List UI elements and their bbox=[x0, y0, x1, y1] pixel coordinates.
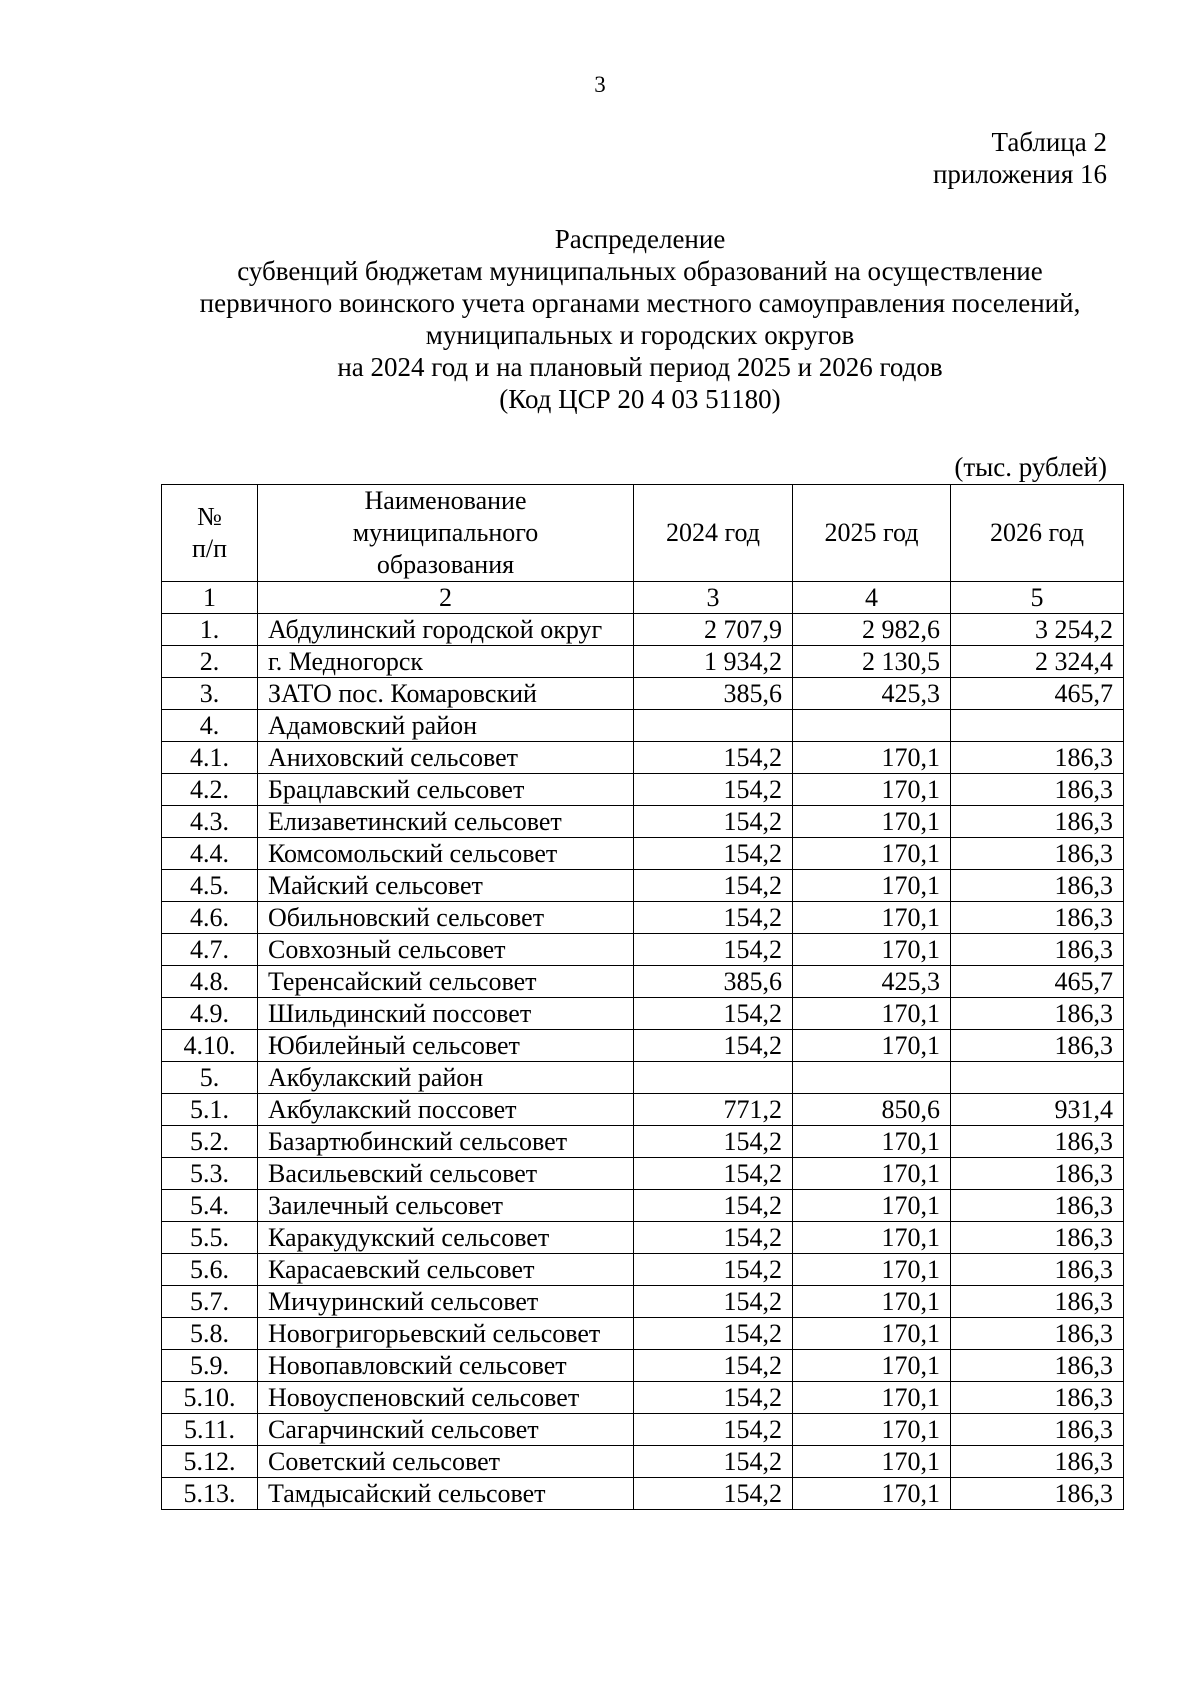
value-2024: 2 707,9 bbox=[634, 614, 793, 646]
value-2026: 186,3 bbox=[951, 806, 1124, 838]
value-2026 bbox=[951, 710, 1124, 742]
table-row bbox=[162, 742, 1124, 774]
table-row bbox=[162, 966, 1124, 998]
table-row bbox=[162, 1382, 1124, 1414]
municipality-name: Васильевский сельсовет bbox=[258, 1158, 634, 1190]
value-2024: 154,2 bbox=[634, 1286, 793, 1318]
heading-line-4: муниципальных и городских округов bbox=[425, 320, 855, 350]
value-2025: 170,1 bbox=[793, 1478, 951, 1510]
row-number: 5.2. bbox=[162, 1126, 258, 1158]
table-row bbox=[162, 838, 1124, 870]
header-name bbox=[258, 485, 634, 582]
value-2024: 385,6 bbox=[634, 966, 793, 998]
value-2026: 2 324,4 bbox=[951, 646, 1124, 678]
value-2024: 154,2 bbox=[634, 1478, 793, 1510]
municipality-name: Новоуспеновский сельсовет bbox=[258, 1382, 634, 1414]
table-reference-line-2: приложения 16 bbox=[932, 159, 1107, 189]
table-row bbox=[162, 1126, 1124, 1158]
row-number: 4.10. bbox=[162, 1030, 258, 1062]
value-2026: 931,4 bbox=[951, 1094, 1124, 1126]
table-row bbox=[162, 678, 1124, 710]
value-2024: 385,6 bbox=[634, 678, 793, 710]
row-number: 5. bbox=[162, 1062, 258, 1094]
row-number: 5.4. bbox=[162, 1190, 258, 1222]
municipality-name: Елизаветинский сельсовет bbox=[258, 806, 634, 838]
value-2025 bbox=[793, 710, 951, 742]
table-row bbox=[162, 870, 1124, 902]
value-2026: 186,3 bbox=[951, 1286, 1124, 1318]
header-number bbox=[162, 485, 258, 582]
column-index: 3 bbox=[634, 582, 793, 614]
value-2025: 170,1 bbox=[793, 934, 951, 966]
value-2025: 425,3 bbox=[793, 966, 951, 998]
value-2024: 154,2 bbox=[634, 1030, 793, 1062]
table-row bbox=[162, 1094, 1124, 1126]
row-number: 4.1. bbox=[162, 742, 258, 774]
row-number: 5.9. bbox=[162, 1350, 258, 1382]
municipality-name: Мичуринский сельсовет bbox=[258, 1286, 634, 1318]
value-2024: 154,2 bbox=[634, 742, 793, 774]
value-2026: 186,3 bbox=[951, 1254, 1124, 1286]
document-heading bbox=[150, 223, 1130, 415]
value-2026: 186,3 bbox=[951, 1382, 1124, 1414]
heading-line-6: (Код ЦСР 20 4 03 51180) bbox=[499, 384, 781, 414]
value-2024: 154,2 bbox=[634, 998, 793, 1030]
value-2026: 186,3 bbox=[951, 1414, 1124, 1446]
row-number: 4.9. bbox=[162, 998, 258, 1030]
header-2025: 2025 год bbox=[793, 485, 951, 582]
header-2024: 2024 год bbox=[634, 485, 793, 582]
value-2026: 465,7 bbox=[951, 678, 1124, 710]
value-2025: 170,1 bbox=[793, 1030, 951, 1062]
row-number: 5.12. bbox=[162, 1446, 258, 1478]
row-number: 5.13. bbox=[162, 1478, 258, 1510]
value-2025: 170,1 bbox=[793, 1254, 951, 1286]
row-number: 2. bbox=[162, 646, 258, 678]
row-number: 5.11. bbox=[162, 1414, 258, 1446]
municipality-name: Теренсайский сельсовет bbox=[258, 966, 634, 998]
value-2026: 186,3 bbox=[951, 1350, 1124, 1382]
row-number: 4.4. bbox=[162, 838, 258, 870]
row-number: 4.3. bbox=[162, 806, 258, 838]
municipality-name: Тамдысайский сельсовет bbox=[258, 1478, 634, 1510]
value-2026: 186,3 bbox=[951, 1126, 1124, 1158]
value-2026: 186,3 bbox=[951, 870, 1124, 902]
value-2026 bbox=[951, 1062, 1124, 1094]
table-row bbox=[162, 1478, 1124, 1510]
table-row bbox=[162, 1158, 1124, 1190]
table-row bbox=[162, 1414, 1124, 1446]
value-2026: 186,3 bbox=[951, 774, 1124, 806]
value-2024: 154,2 bbox=[634, 1126, 793, 1158]
value-2025: 170,1 bbox=[793, 742, 951, 774]
table-row bbox=[162, 1286, 1124, 1318]
table-row bbox=[162, 1062, 1124, 1094]
value-2026: 186,3 bbox=[951, 934, 1124, 966]
row-number: 4.8. bbox=[162, 966, 258, 998]
municipality-name: г. Медногорск bbox=[258, 646, 634, 678]
column-index-row bbox=[162, 582, 1124, 614]
value-2026: 186,3 bbox=[951, 902, 1124, 934]
value-2025 bbox=[793, 1062, 951, 1094]
heading-line-1: Распределение bbox=[554, 224, 726, 254]
value-2026: 186,3 bbox=[951, 1318, 1124, 1350]
value-2026: 186,3 bbox=[951, 1446, 1124, 1478]
table-row bbox=[162, 1446, 1124, 1478]
table-row bbox=[162, 710, 1124, 742]
municipality-name: Акбулакский поссовет bbox=[258, 1094, 634, 1126]
value-2026: 186,3 bbox=[951, 1190, 1124, 1222]
value-2025: 170,1 bbox=[793, 1222, 951, 1254]
municipality-name: Шильдинский поссовет bbox=[258, 998, 634, 1030]
value-2025: 170,1 bbox=[793, 1414, 951, 1446]
value-2025: 170,1 bbox=[793, 838, 951, 870]
header-number-line-2: п/п bbox=[191, 534, 228, 563]
value-2024: 771,2 bbox=[634, 1094, 793, 1126]
value-2025: 170,1 bbox=[793, 1158, 951, 1190]
header-name-line-2: муниципального bbox=[352, 518, 539, 547]
table-row bbox=[162, 774, 1124, 806]
value-2025: 170,1 bbox=[793, 1446, 951, 1478]
row-number: 4. bbox=[162, 710, 258, 742]
value-2025: 170,1 bbox=[793, 998, 951, 1030]
heading-line-5: на 2024 год и на плановый период 2025 и 2026 годов bbox=[337, 352, 943, 382]
municipality-name: Акбулакский район bbox=[258, 1062, 634, 1094]
value-2026: 186,3 bbox=[951, 1478, 1124, 1510]
value-2025: 850,6 bbox=[793, 1094, 951, 1126]
municipality-name: Сагарчинский сельсовет bbox=[258, 1414, 634, 1446]
table-body bbox=[162, 582, 1124, 1510]
value-2024: 154,2 bbox=[634, 1222, 793, 1254]
table-row bbox=[162, 1030, 1124, 1062]
column-index: 5 bbox=[951, 582, 1124, 614]
value-2025: 170,1 bbox=[793, 1126, 951, 1158]
row-number: 4.2. bbox=[162, 774, 258, 806]
value-2025: 170,1 bbox=[793, 870, 951, 902]
row-number: 5.6. bbox=[162, 1254, 258, 1286]
municipality-name: Советский сельсовет bbox=[258, 1446, 634, 1478]
municipality-name: Совхозный сельсовет bbox=[258, 934, 634, 966]
row-number: 5.3. bbox=[162, 1158, 258, 1190]
value-2024: 154,2 bbox=[634, 838, 793, 870]
row-number: 5.1. bbox=[162, 1094, 258, 1126]
value-2025: 170,1 bbox=[793, 1318, 951, 1350]
value-2024: 154,2 bbox=[634, 934, 793, 966]
value-2024: 1 934,2 bbox=[634, 646, 793, 678]
municipality-name: Заилечный сельсовет bbox=[258, 1190, 634, 1222]
value-2024 bbox=[634, 710, 793, 742]
table-row bbox=[162, 614, 1124, 646]
column-index: 2 bbox=[258, 582, 634, 614]
municipality-name: Юбилейный сельсовет bbox=[258, 1030, 634, 1062]
row-number: 5.8. bbox=[162, 1318, 258, 1350]
distribution-table bbox=[161, 484, 1124, 1510]
value-2024: 154,2 bbox=[634, 1158, 793, 1190]
column-index: 4 bbox=[793, 582, 951, 614]
value-2026: 186,3 bbox=[951, 1030, 1124, 1062]
row-number: 4.7. bbox=[162, 934, 258, 966]
value-2025: 170,1 bbox=[793, 1350, 951, 1382]
table-reference-line-1: Таблица 2 bbox=[991, 127, 1107, 157]
value-2025: 425,3 bbox=[793, 678, 951, 710]
row-number: 3. bbox=[162, 678, 258, 710]
column-index: 1 bbox=[162, 582, 258, 614]
value-2026: 465,7 bbox=[951, 966, 1124, 998]
value-2026: 186,3 bbox=[951, 742, 1124, 774]
row-number: 4.6. bbox=[162, 902, 258, 934]
header-2026: 2026 год bbox=[951, 485, 1124, 582]
row-number: 5.10. bbox=[162, 1382, 258, 1414]
value-2024: 154,2 bbox=[634, 1318, 793, 1350]
municipality-name: Комсомольский сельсовет bbox=[258, 838, 634, 870]
unit-label: (тыс. рублей) bbox=[954, 452, 1107, 482]
table-row bbox=[162, 934, 1124, 966]
value-2025: 2 130,5 bbox=[793, 646, 951, 678]
value-2024: 154,2 bbox=[634, 1382, 793, 1414]
municipality-name: Адамовский район bbox=[258, 710, 634, 742]
value-2025: 170,1 bbox=[793, 1286, 951, 1318]
value-2026: 186,3 bbox=[951, 1158, 1124, 1190]
municipality-name: Новопавловский сельсовет bbox=[258, 1350, 634, 1382]
row-number: 5.7. bbox=[162, 1286, 258, 1318]
value-2024 bbox=[634, 1062, 793, 1094]
row-number: 4.5. bbox=[162, 870, 258, 902]
table-row bbox=[162, 1318, 1124, 1350]
value-2025: 170,1 bbox=[793, 902, 951, 934]
municipality-name: Обильновский сельсовет bbox=[258, 902, 634, 934]
heading-line-2: субвенций бюджетам муниципальных образований на осуществление bbox=[237, 256, 1043, 286]
value-2024: 154,2 bbox=[634, 870, 793, 902]
value-2025: 170,1 bbox=[793, 806, 951, 838]
municipality-name: Аниховский сельсовет bbox=[258, 742, 634, 774]
row-number: 1. bbox=[162, 614, 258, 646]
table-row bbox=[162, 1190, 1124, 1222]
table-row bbox=[162, 1350, 1124, 1382]
value-2025: 170,1 bbox=[793, 774, 951, 806]
municipality-name: Новогригорьевский сельсовет bbox=[258, 1318, 634, 1350]
table-row bbox=[162, 902, 1124, 934]
table-row bbox=[162, 998, 1124, 1030]
municipality-name: ЗАТО пос. Комаровский bbox=[258, 678, 634, 710]
value-2024: 154,2 bbox=[634, 1190, 793, 1222]
municipality-name: Брацлавский сельсовет bbox=[258, 774, 634, 806]
header-name-line-3: образования bbox=[376, 550, 515, 579]
page-number: 3 bbox=[594, 72, 606, 97]
value-2024: 154,2 bbox=[634, 1414, 793, 1446]
municipality-name: Базартюбинский сельсовет bbox=[258, 1126, 634, 1158]
value-2026: 186,3 bbox=[951, 838, 1124, 870]
municipality-name: Абдулинский городской округ bbox=[258, 614, 634, 646]
value-2025: 170,1 bbox=[793, 1382, 951, 1414]
value-2025: 2 982,6 bbox=[793, 614, 951, 646]
table-row bbox=[162, 646, 1124, 678]
municipality-name: Карасаевский сельсовет bbox=[258, 1254, 634, 1286]
value-2024: 154,2 bbox=[634, 774, 793, 806]
value-2026: 186,3 bbox=[951, 998, 1124, 1030]
table-row bbox=[162, 806, 1124, 838]
municipality-name: Каракудукский сельсовет bbox=[258, 1222, 634, 1254]
table-row bbox=[162, 1254, 1124, 1286]
value-2024: 154,2 bbox=[634, 806, 793, 838]
value-2024: 154,2 bbox=[634, 1446, 793, 1478]
value-2026: 186,3 bbox=[951, 1222, 1124, 1254]
table-reference bbox=[933, 126, 1107, 190]
value-2024: 154,2 bbox=[634, 1350, 793, 1382]
value-2025: 170,1 bbox=[793, 1190, 951, 1222]
municipality-name: Майский сельсовет bbox=[258, 870, 634, 902]
heading-line-3: первичного воинского учета органами местного самоуправления поселений, bbox=[199, 288, 1081, 318]
header-name-line-1: Наименование bbox=[364, 486, 527, 515]
table-header-row bbox=[162, 485, 1124, 582]
value-2024: 154,2 bbox=[634, 1254, 793, 1286]
value-2024: 154,2 bbox=[634, 902, 793, 934]
header-number-line-1: № bbox=[197, 502, 222, 531]
table-row bbox=[162, 1222, 1124, 1254]
row-number: 5.5. bbox=[162, 1222, 258, 1254]
value-2026: 3 254,2 bbox=[951, 614, 1124, 646]
